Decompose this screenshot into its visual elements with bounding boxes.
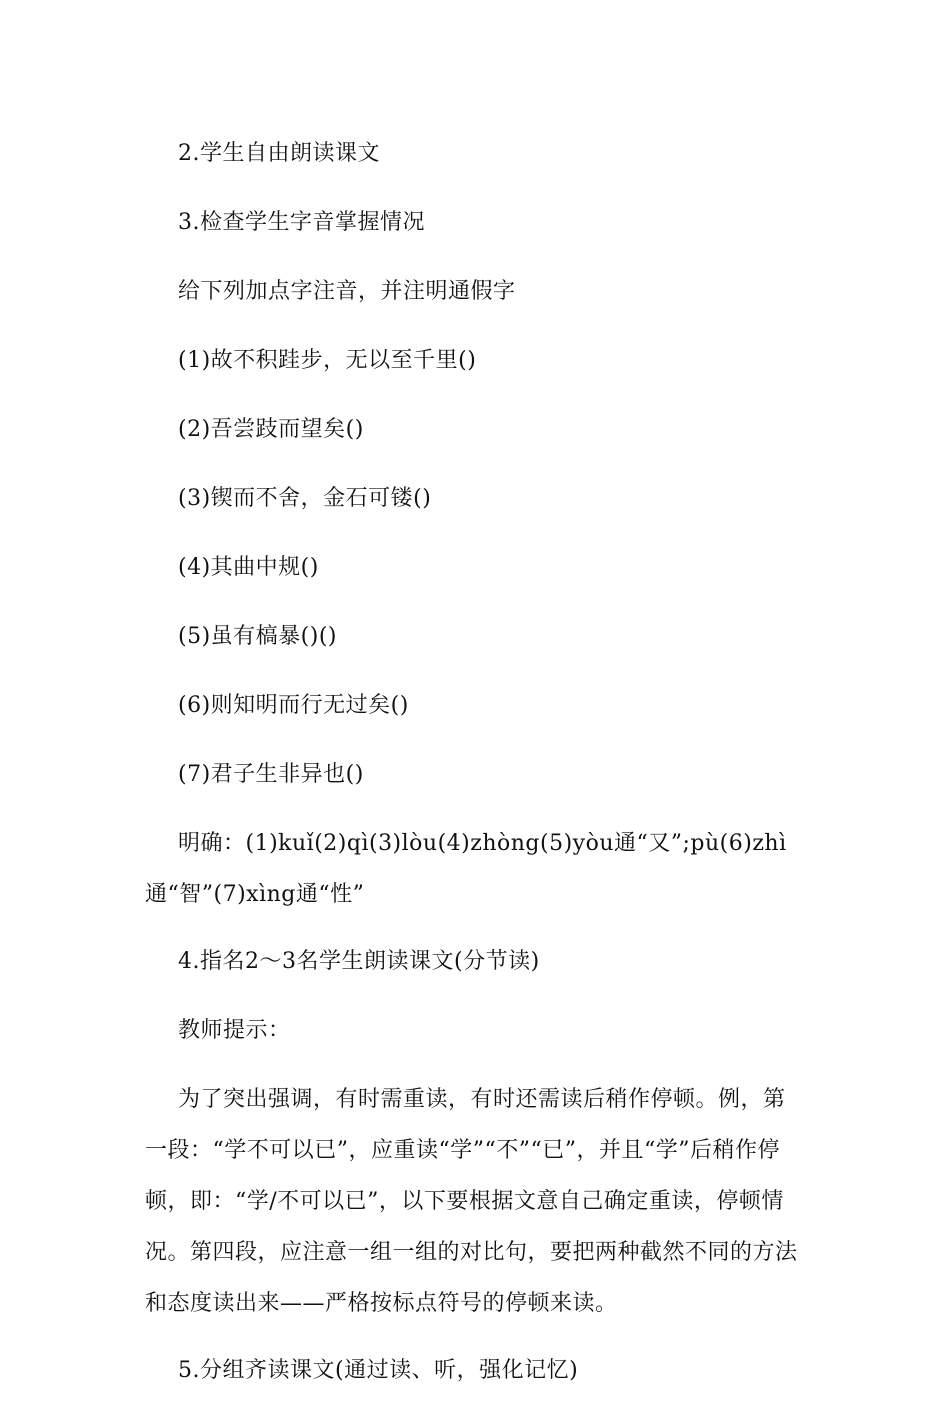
- document-body: [145, 128, 805, 1414]
- paragraph-step-3: 3.检查学生字音掌握情况: [178, 210, 425, 235]
- question-6: (6)则知明而行无过矣(): [178, 693, 409, 718]
- answer-paragraph: 明确：(1)kuǐ(2)qì(3)lòu(4)zhòng(5)yòu通“又”;pù(6)zhì通“智”(7)xìng通“性”: [145, 831, 787, 907]
- question-7: (7)君子生非异也(): [178, 762, 364, 787]
- paragraph-step-2: 2.学生自由朗读课文: [178, 141, 380, 166]
- paragraph-step-4: 4.指名2～3名学生朗读课文(分节读): [178, 949, 540, 974]
- paragraph-step-5: 5.分组齐读课文(通过读、听，强化记忆): [178, 1358, 579, 1383]
- question-2: (2)吾尝跂而望矣(): [178, 417, 364, 442]
- question-3: (3)锲而不舍，金石可镂(): [178, 486, 432, 511]
- paragraph-teacher-tip-body: 为了突出强调，有时需重读，有时还需读后稍作停顿。例，第一段：“学不可以已”，应重读“学”“不”“已”，并且“学”后稍作停顿，即：“学/不可以已”，以下要根据文意自己确定重读，停顿情况。第四段，应注意一组一组的对比句，要把两种截然不同的方法和态度读出来——严格按标点符号的停顿来读。: [145, 1087, 798, 1316]
- paragraph-instruction: 给下列加点字注音，并注明通假字: [178, 279, 516, 304]
- paragraph-teacher-tip-heading: 教师提示：: [178, 1018, 291, 1043]
- question-1: (1)故不积跬步，无以至千里(): [178, 348, 477, 373]
- question-4: (4)其曲中规(): [178, 555, 319, 580]
- question-5: (5)虽有槁暴()(): [178, 624, 337, 649]
